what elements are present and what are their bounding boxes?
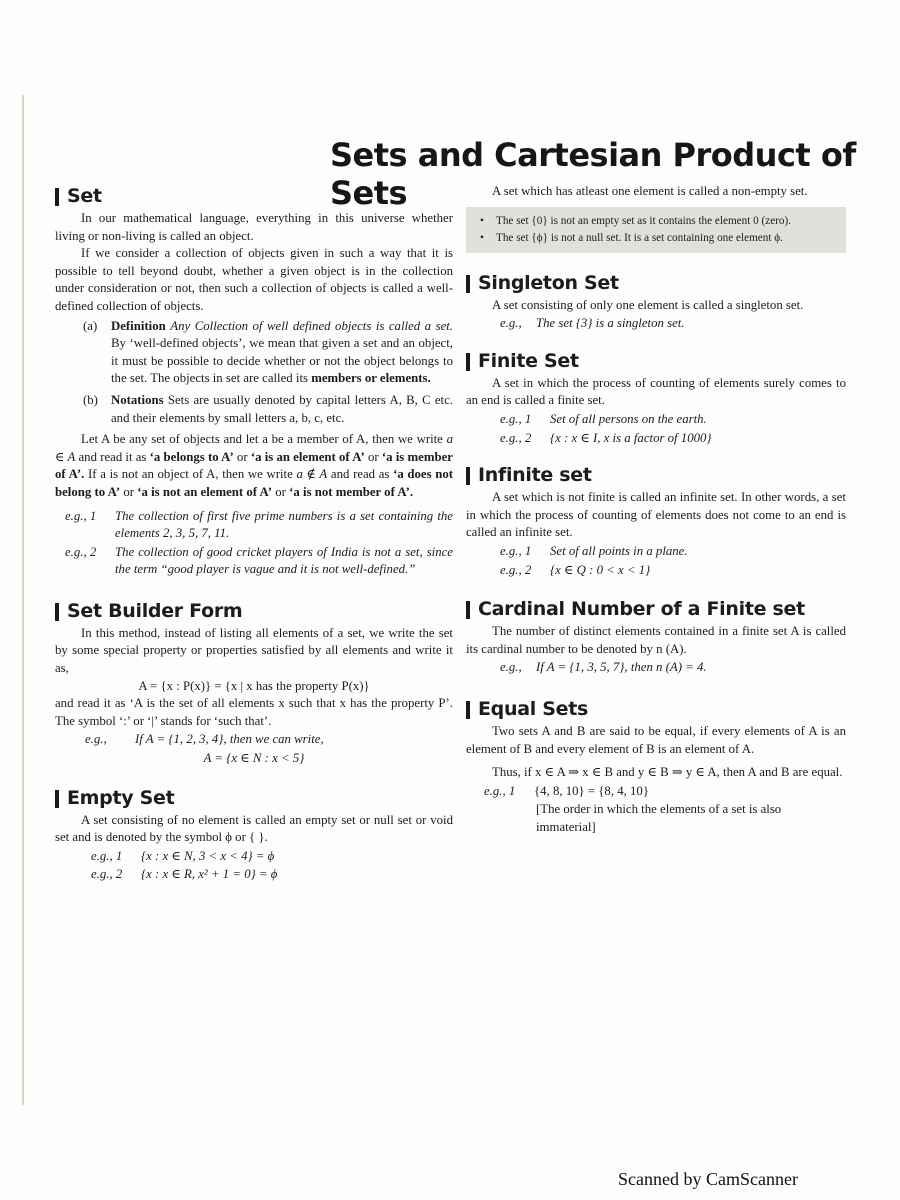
set-paragraph-2: If we consider a collection of objects given in such a way that it is possible to tell beyond doubt, whether a given object is in the collection under consideration or not, then such a collection of objects is called a well-defined collection of objects.	[55, 246, 453, 313]
equal-sets-paragraph-2: Thus, if x ∈ A ⇒ x ∈ B and y ∈ B ⇒ y ∈ A, then A and B are equal.	[492, 765, 843, 780]
equal-sets-note: [The order in which the elements of a set is also immaterial]	[536, 802, 782, 834]
equal-sets-heading: Equal Sets	[466, 701, 846, 719]
example-item: e.g., 2 The collection of good cricket players of India is not a set, since the term “good player is vague and it is not well-defined.”	[65, 544, 453, 577]
list-item: (a) Definition Any Collection of well defined objects is called a set. By ‘well-defined objects’, we mean that given a set and an object, it must be possible to decide whether or not the object belongs to the set. The objects in set are called its members or elements.	[83, 318, 454, 386]
set-builder-section	[55, 600, 453, 768]
heading-bar-icon	[466, 275, 470, 293]
right-column	[466, 183, 846, 836]
set-builder-paragraph-2: and read it as ‘A is the set of all elements x such that x has the property P’. The symbol ‘:’ or ‘|’ stands for ‘such that’.	[55, 696, 453, 728]
cardinal-number-heading: Cardinal Number of a Finite set	[466, 601, 846, 619]
example-item: e.g., If A = {1, 3, 5, 7}, then n (A) = 4.	[500, 660, 707, 675]
example-item: e.g., 1 Set of all points in a plane.	[500, 543, 688, 558]
set-builder-paragraph-1: In this method, instead of listing all elements of a set, we write the set by some special property or properties satisfied by all elements and write it as,	[55, 625, 453, 676]
notations-term: Notations	[111, 392, 164, 407]
list-item: • The set {ϕ} is not a null set. It is a set containing one element ϕ.	[480, 230, 836, 247]
membership-paragraph: Let A be any set of objects and let a be a member of A, then we write a ∈ A and read it as ‘a belongs to A’ or ‘a is an element of A’ or ‘a is member of A’. If a is not an object of A, then we write a ∉ A and read as ‘a does not belong to A’ or ‘a is not an element of A’ or ‘a is not member of A’.	[55, 432, 454, 499]
note-box	[466, 207, 846, 253]
set-definition-list	[83, 318, 453, 428]
infinite-set-section	[466, 464, 846, 579]
set-builder-heading: Set Builder Form	[55, 603, 453, 621]
scanner-watermark: Scanned by CamScanner	[618, 1169, 798, 1189]
set-builder-example-formula: A = {x ∈ N : x < 5}	[203, 751, 305, 766]
equal-sets-paragraph-1: Two sets A and B are said to be equal, if every elements of A is an element of B and every element of B is an element of A.	[466, 723, 846, 756]
bullet-icon: •	[480, 231, 484, 244]
non-empty-paragraph: A set which has atleast one element is called a non-empty set.	[492, 184, 808, 198]
page-margin-shadow	[22, 95, 24, 1105]
left-column	[55, 185, 454, 885]
example-item: e.g., 1 {x : x ∈ N, 3 < x < 4} = ϕ	[91, 848, 275, 863]
heading-bar-icon	[55, 790, 59, 808]
set-section	[55, 185, 454, 579]
set-heading: Set	[55, 188, 453, 206]
infinite-set-paragraph: A set which is not finite is called an infinite set. In other words, a set in which the process of counting of elements does not come to an end is called an infinite set.	[466, 490, 846, 540]
bullet-icon: •	[480, 214, 484, 227]
example-item: e.g., 1 Set of all persons on the earth.	[500, 411, 707, 426]
example-item: e.g., 1 The collection of first five prime numbers is a set containing the elements 2, 3, 5, 7, 11.	[65, 508, 453, 541]
finite-set-heading: Finite Set	[466, 353, 846, 371]
heading-bar-icon	[55, 603, 59, 621]
cardinal-number-paragraph: The number of distinct elements contained in a finite set A is called its cardinal number to be denoted by n (A).	[466, 624, 846, 656]
empty-set-paragraph: A set consisting of no element is called an empty set or null set or void set and is denoted by the symbol ϕ or { }.	[55, 812, 453, 845]
cardinal-number-section	[466, 598, 846, 677]
list-item: • The set {0} is not an empty set as it contains the element 0 (zero).	[480, 213, 836, 230]
finite-set-paragraph: A set in which the process of counting of elements surely comes to an end is called a finite set.	[466, 375, 846, 408]
heading-bar-icon	[466, 353, 470, 371]
infinite-set-heading: Infinite set	[466, 467, 846, 485]
example-item: e.g., If A = {1, 2, 3, 4}, then we can write,	[85, 732, 324, 747]
non-empty-section	[466, 183, 846, 253]
equal-sets-section	[466, 698, 846, 837]
list-item: (b) Notations Sets are usually denoted by capital letters A, B, C etc. and their elements by small letters a, b, c, etc.	[83, 392, 453, 425]
singleton-paragraph: A set consisting of only one element is called a singleton set.	[492, 297, 804, 312]
heading-bar-icon	[55, 188, 59, 206]
finite-set-section	[466, 349, 846, 447]
definition-italic: Any Collection of well defined objects is called a set.	[170, 318, 454, 333]
singleton-heading: Singleton Set	[466, 275, 846, 293]
set-builder-formula: A = {x : P(x)} = {x | x has the property P(x)}	[138, 678, 370, 693]
heading-bar-icon	[466, 467, 470, 485]
example-item: e.g., The set {3} is a singleton set.	[500, 316, 685, 331]
definition-term: Definition	[111, 318, 166, 333]
empty-set-section	[55, 786, 453, 884]
example-item: e.g., 2 {x : x ∈ I, x is a factor of 1000}	[500, 430, 712, 445]
singleton-section	[466, 271, 846, 333]
heading-bar-icon	[466, 601, 470, 619]
example-item: e.g., 2 {x : x ∈ R, x² + 1 = 0} = ϕ	[91, 867, 278, 882]
empty-set-heading: Empty Set	[55, 790, 453, 808]
page-title: Sets and Cartesian Product of Sets	[330, 136, 856, 212]
example-item: e.g., 2 {x ∈ Q : 0 < x < 1}	[500, 562, 651, 577]
set-paragraph-1: In our mathematical language, everything in this universe whether living or non-living is called an object.	[55, 211, 453, 243]
example-item: e.g., 1 {4, 8, 10} = {8, 4, 10}	[484, 783, 649, 798]
heading-bar-icon	[466, 701, 470, 719]
